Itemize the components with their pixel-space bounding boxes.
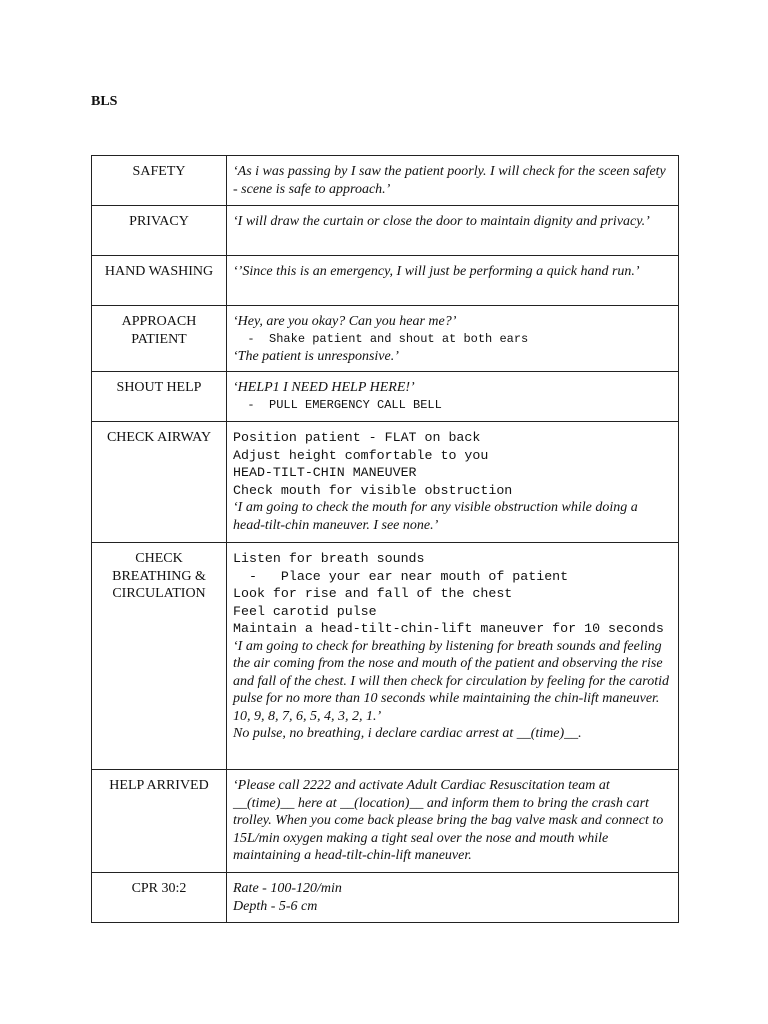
step-content [227, 256, 679, 306]
step-quote: Rate - 100-120/min [233, 881, 342, 896]
step-label: PRIVACY [92, 206, 227, 256]
step-label: HAND WASHING [92, 256, 227, 306]
step-instruction: Check mouth for visible obstruction [233, 482, 513, 498]
table-row [92, 873, 679, 923]
step-label: CPR 30:2 [92, 873, 227, 923]
step-label: APPROACH PATIENT [92, 306, 227, 372]
step-content [227, 372, 679, 422]
step-instruction: HEAD-TILT-CHIN MANEUVER [233, 465, 417, 480]
step-content [227, 306, 679, 372]
step-instruction: Position patient - FLAT on back [233, 430, 481, 445]
step-content [227, 770, 679, 873]
step-content [227, 156, 679, 206]
step-content [227, 422, 679, 543]
step-label: HELP ARRIVED [92, 770, 227, 873]
step-instruction: Listen for breath sounds [233, 551, 425, 566]
step-quote: ‘’Since this is an emergency, I will just be performing a quick hand run.’ [233, 264, 640, 279]
document-title: BLS [91, 94, 118, 109]
step-quote: ‘Hey, are you okay? Can you hear me?’ [233, 314, 457, 329]
step-instruction: Adjust height comfortable to you [233, 447, 489, 463]
step-instruction: - Place your ear near mouth of patient [233, 568, 569, 584]
step-quote: ‘Please call 2222 and activate Adult Cardiac Resuscitation team at __(time)__ here at __(location)__ and inform them to bring the crash cart trolley. When you come back please bring the bag valve mask and connect to 15L/min oxygen making a tight seal over the nose and mouth while maintaining a head-tilt-chin-lift maneuver. [233, 778, 664, 863]
step-subitem: - Shake patient and shout at both ears [233, 331, 529, 346]
table-row [92, 156, 679, 206]
step-content [227, 873, 679, 923]
table-row [92, 770, 679, 873]
step-label: CHECK AIRWAY [92, 422, 227, 543]
table-row [92, 422, 679, 543]
table-row [92, 372, 679, 422]
step-content [227, 206, 679, 256]
step-quote: ‘I am going to check for breathing by listening for breath sounds and feeling the air coming from the nose and mouth of the patient and observing the rise and fall of the chest. I will then check for circulation by feeling for the carotid pulse for no more than 10 seconds while maintaining the chin-lift maneuver. 10, 9, 8, 7, 6, 5, 4, 3, 2, 1.’ [233, 638, 669, 724]
step-quote: No pulse, no breathing, i declare cardiac arrest at __(time)__. [233, 726, 582, 741]
step-subitem: - PULL EMERGENCY CALL BELL [233, 397, 442, 412]
step-quote: ‘I will draw the curtain or close the door to maintain dignity and privacy.’ [233, 214, 650, 229]
step-instruction: Maintain a head-tilt-chin-lift maneuver for 10 seconds [233, 621, 664, 636]
step-quote: Depth - 5-6 cm [233, 898, 318, 914]
bls-steps-table [91, 155, 679, 923]
step-label: SAFETY [92, 156, 227, 206]
step-quote: ‘I am going to check the mouth for any visible obstruction while doing a head-tilt-chin maneuver. I see none.’ [233, 500, 638, 533]
step-instruction: Feel carotid pulse [233, 603, 377, 619]
table-row [92, 256, 679, 306]
step-quote: ‘The patient is unresponsive.’ [233, 348, 399, 364]
table-row [92, 306, 679, 372]
step-label: SHOUT HELP [92, 372, 227, 422]
table-row [92, 543, 679, 770]
step-quote: ‘As i was passing by I saw the patient poorly. I will check for the sceen safety - scene is safe to approach.’ [233, 164, 666, 197]
step-instruction: Look for rise and fall of the chest [233, 586, 513, 601]
step-content [227, 543, 679, 770]
step-label: CHECK BREATHING & CIRCULATION [92, 543, 227, 770]
step-quote: ‘HELP1 I NEED HELP HERE!’ [233, 380, 415, 395]
table-row [92, 206, 679, 256]
